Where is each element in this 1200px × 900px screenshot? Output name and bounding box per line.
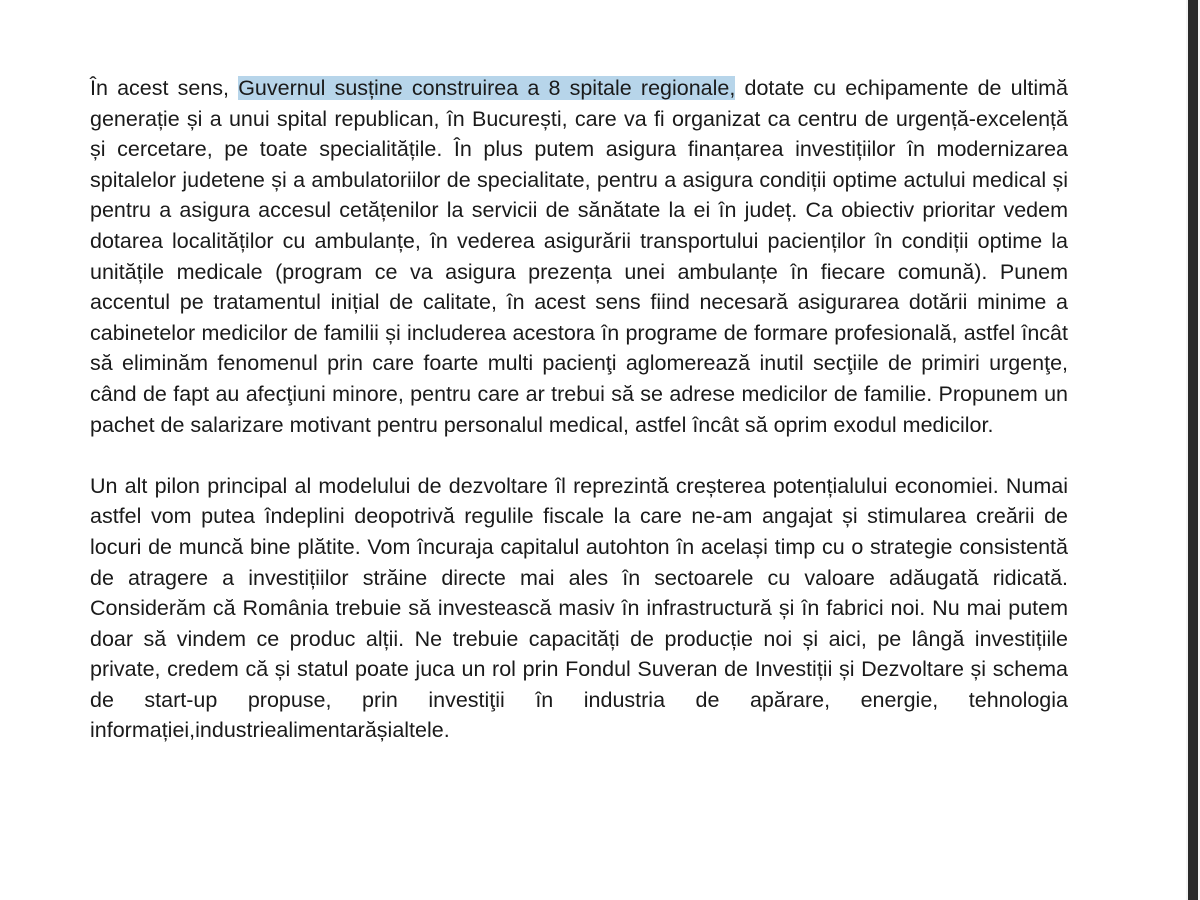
vertical-scrollbar[interactable]: [1186, 0, 1200, 900]
scrollbar-thumb[interactable]: [1188, 0, 1198, 900]
selected-text-highlight[interactable]: Guvernul susține construirea a 8 spitale regionale,: [238, 76, 736, 100]
paragraph-health: [90, 73, 1068, 440]
paragraph-text: dotate cu echipamente de ultimă generație și a unui spital republican, în București, care va fi organizat ca centru de urgență-excelență și cercetare, pe toate specialitățile. În plus putem asigura finanțarea investițiilor în modernizarea spitalelor judetene și a ambulatoriilor de specialitate, pentru a asigura condiții optime actului medical și pentru a asigura accesul cetățenilor la servicii de sănătate la ei în județ. Ca obiectiv prioritar vedem dotarea localităților cu ambulanțe, în vederea asigurării transportului pacienților în condiții optime la unitățile medicale (program ce va asigura prezența unei ambulanțe în fiecare comună). Punem accentul pe tratamentul inițial de calitate, în acest sens fiind necesară asigurarea dotării minime a cabinetelor medicilor de familii și includerea acestora în programe de formare profesională, astfel încât să eliminăm fenomenul prin care foarte multi pacienţi aglomerează inutil secţiile de primiri urgenţe, când de fapt au afecţiuni minore, pentru care ar trebui să se adrese medicilor de familie. Propunem un pachet de salarizare motivant pentru personalul medical, astfel încât să oprim exodul medicilor.: [90, 76, 1068, 437]
document-body: [90, 73, 1068, 746]
paragraph-economy: Un alt pilon principal al modelului de dezvoltare îl reprezintă creșterea potențialului economiei. Numai astfel vom putea îndeplini deopotrivă regulile fiscale la care ne-am angajat și stimularea creării de locuri de muncă bine plătite. Vom încuraja capitalul autohton în același timp cu o strategie consistentă de atragere a investițiilor străine directe mai ales în sectoarele cu valoare adăugată ridicată. Considerăm că România trebuie să investească masiv în infrastructură și în fabrici noi. Nu mai putem doar să vindem ce produc alții. Ne trebuie capacități de producție noi și aici, pe lângă investițiile private, credem că și statul poate juca un rol prin Fondul Suveran de Investiții și Dezvoltare și schema de start-up propuse, prin investiţii în industria de apărare, energie, tehnologia informației,industriealimentarășialtele.: [90, 473, 1068, 743]
paragraph-text: În acest sens,: [90, 76, 239, 100]
